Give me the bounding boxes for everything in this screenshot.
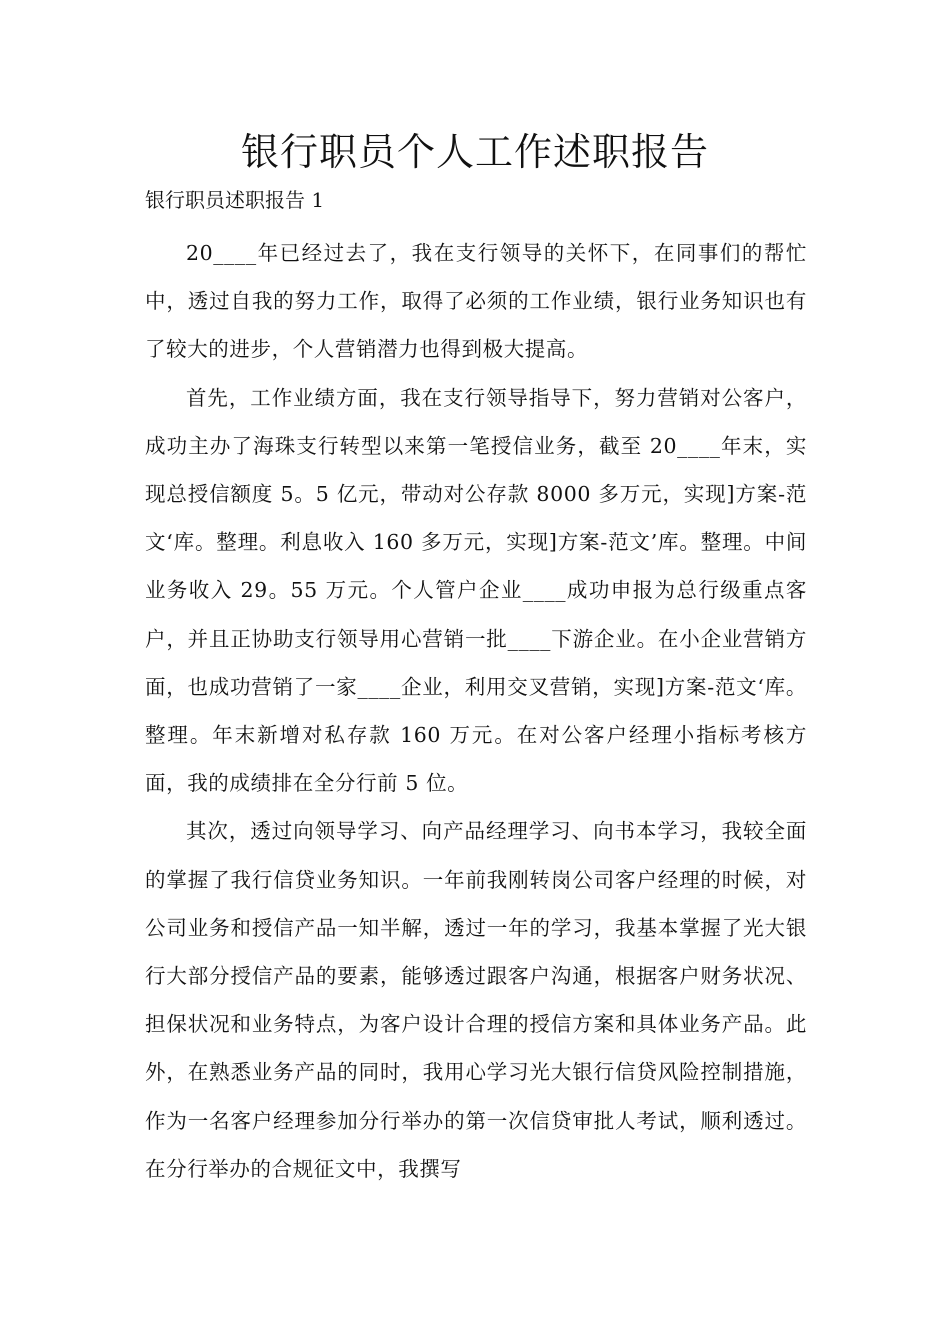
section-heading: 银行职员述职报告 1 (145, 188, 325, 212)
document-body (145, 229, 807, 1193)
paragraph-3: 其次，透过向领导学习、向产品经理学习、向书本学习，我较全面的掌握了我行信贷业务知识。一年前我刚转岗公司客户经理的时候，对公司业务和授信产品一知半解，透过一年的学习，我基本掌握了光大银行大部分授信产品的要素，能够透过跟客户沟通，根据客户财务状况、担保状况和业务特点，为客户设计合理的授信方案和具体业务产品。此外，在熟悉业务产品的同时，我用心学习光大银行信贷风险控制措施，作为一名客户经理参加分行举办的第一次信贷审批人考试，顺利透过。在分行举办的合规征文中，我撰写 (145, 819, 807, 1181)
document-title: 银行职员个人工作述职报告 (240, 130, 709, 174)
paragraph-1: 20____年已经过去了，我在支行领导的关怀下，在同事们的帮忙中，透过自我的努力工作，取得了必须的工作业绩，银行业务知识也有了较大的进步，个人营销潜力也得到极大提高。 (145, 241, 807, 362)
paragraph-2: 首先，工作业绩方面，我在支行领导指导下，努力营销对公客户，成功主办了海珠支行转型以来第一笔授信业务，截至 20____年末，实现总授信额度 5。5 亿元，带动对公存款 8000 多万元，实现]方案-范文‘库。整理。利息收入 160 多万元，实现]方案-范文’库。整理。中间业务收入 29。55 万元。个人管户企业____成功申报为总行级重点客户，并且正协助支行领导用心营销一批____下游企业。在小企业营销方面，也成功营销了一家____企业，利用交叉营销，实现]方案-范文‘库。整理。年末新增对私存款 160 万元。在对公客户经理小指标考核方面，我的成绩排在全分行前 5 位。 (145, 385, 807, 796)
